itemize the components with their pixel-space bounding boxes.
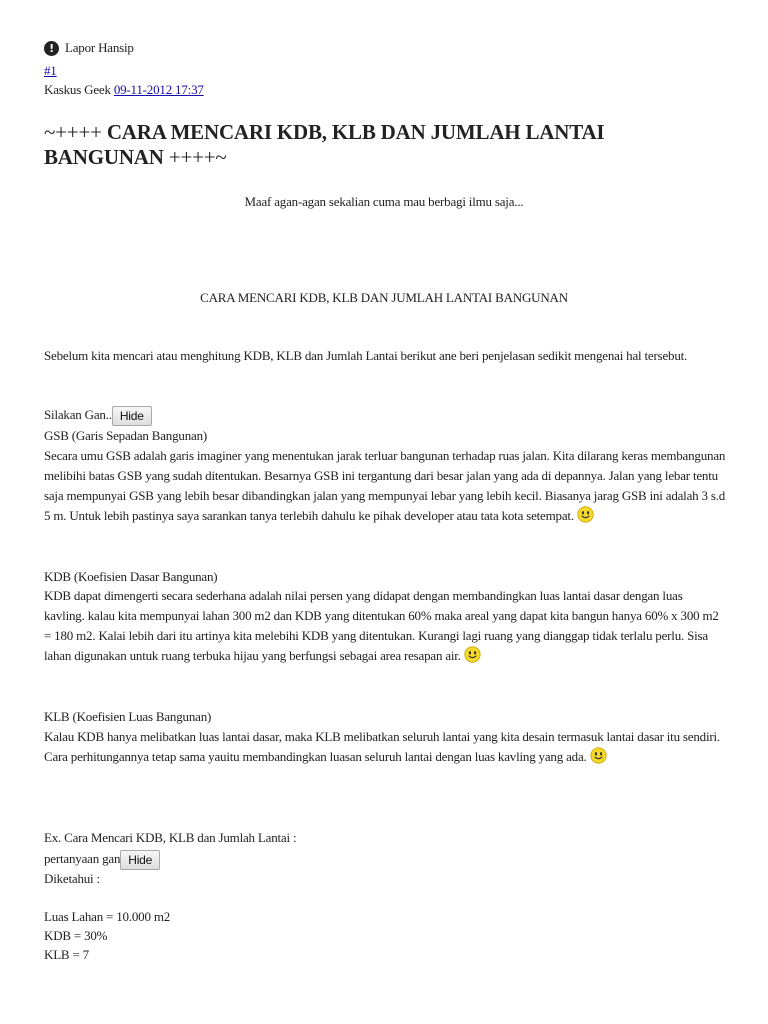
intro-text: Maaf agan-agan sekalian cuma mau berbagi ilmu saja...	[244, 194, 524, 209]
report-label: Lapor Hansip	[65, 40, 134, 55]
kdb-paragraph	[44, 586, 726, 666]
section-subtitle: CARA MENCARI KDB, KLB DAN JUMLAH LANTAI BANGUNAN	[200, 290, 568, 305]
spoiler-row-1	[44, 405, 152, 426]
gsb-body: Secara umu GSB adalah garis imaginer yang menentukan jarak terluar bangunan terhadap ruas jalan. Kita dilarang keras membangunan melibihi batas GSB yang sudah ditentukan. Besarnya GSB ini tergantung dari besar jalan yang ada di depannya. Jalan yang lebar tentu saja mempunyai GSB yang lebih besar dibandingkan jalan yang mempunyai lebar yang lebih kecil. Biasanya jarag GSB ini adalah 3 s.d 5 m. Untuk lebih pastinya saya sarankan tanya terlebih dahulu ke pihak developer atau tata kota setempat.	[44, 448, 726, 523]
post-timestamp-link[interactable]: 09-11-2012 17:37	[113, 82, 204, 97]
post-number-row	[44, 61, 57, 81]
kdb-value: KDB = 30%	[44, 928, 108, 943]
post-number-link[interactable]: #1	[44, 63, 57, 78]
author-name: Kaskus Geek	[44, 82, 111, 97]
klb-value: KLB = 7	[44, 947, 89, 962]
example-heading: Ex. Cara Mencari KDB, KLB dan Jumlah Lantai :	[44, 830, 297, 845]
kdb-body: KDB dapat dimengerti secara sederhana adalah nilai persen yang didapat dengan membandingkan luas lantai dasar dengan luas kavling. kalau kita mempunyai lahan 300 m2 dan KDB yang ditentukan 60% maka areal yang dapat kita bangun hanya 60% x 300 m2 = 180 m2. Kalai lebih dari itu artinya kita melebihi KDB yang ditentukan. Kurangi lagi ruang yang dianggap tidak terlalu perlu. Sisa lahan digunakan untuk ruang terbuka hijau yang berfungsi sebagai area resapan air.	[44, 588, 719, 663]
hide-button[interactable]: Hide	[112, 406, 152, 426]
gsb-heading: GSB (Garis Sepadan Bangunan)	[44, 428, 208, 443]
spoiler-row-2	[44, 849, 160, 870]
title-suffix: ++++~	[168, 145, 227, 169]
post-title	[44, 120, 724, 170]
kdb-heading: KDB (Koefisien Dasar Bangunan)	[44, 569, 218, 584]
smiley-icon	[577, 506, 594, 523]
smiley-icon	[590, 747, 607, 764]
title-main: CARA MENCARI KDB, KLB DAN JUMLAH LANTAI BANGUNAN	[44, 120, 605, 169]
report-link[interactable]	[44, 38, 134, 58]
title-prefix: ~++++	[44, 120, 102, 144]
gsb-paragraph	[44, 446, 726, 526]
klb-heading: KLB (Koefisien Luas Bangunan)	[44, 709, 212, 724]
alert-circle-icon: !	[44, 41, 59, 56]
spoiler-label: pertanyaan gan	[44, 851, 121, 866]
luas-lahan-value: Luas Lahan = 10.000 m2	[44, 909, 171, 924]
opening-paragraph: Sebelum kita mencari atau menghitung KDB, KLB dan Jumlah Lantai berikut ane beri penjelasan sedikit mengenai hal tersebut.	[44, 348, 688, 363]
klb-paragraph	[44, 727, 726, 767]
post-meta	[44, 80, 204, 100]
klb-body: Kalau KDB hanya melibatkan luas lantai dasar, maka KLB melibatkan seluruh lantai yang kita desain termasuk lantai dasar itu sendiri. Cara perhitungannya tetap sama yauitu membandingkan luasan seluruh lantai dengan luas kavling yang ada.	[44, 729, 720, 764]
smiley-icon	[464, 646, 481, 663]
hide-button[interactable]: Hide	[120, 850, 160, 870]
spoiler-label: Silakan Gan..	[44, 407, 112, 422]
known-label: Diketahui :	[44, 871, 100, 886]
